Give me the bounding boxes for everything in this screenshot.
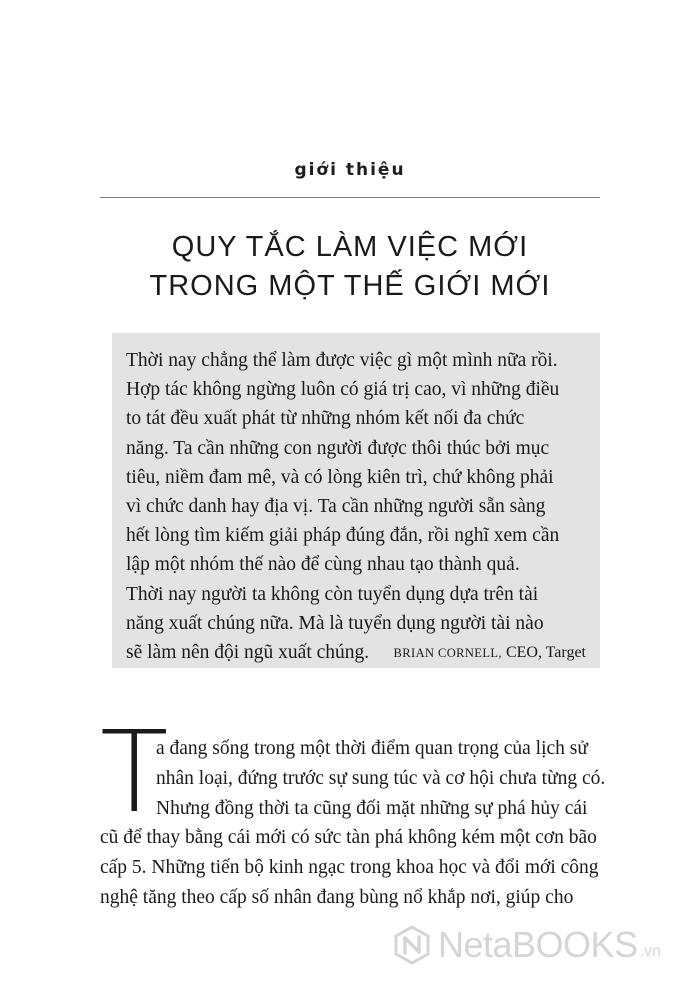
brand-logo-icon: [392, 925, 432, 965]
quote-line: Hợp tác không ngừng luôn có giá trị cao, vì những điều: [126, 379, 560, 401]
body-line: nhân loại, đứng trước sự sung túc và cơ hội chưa từng có.: [156, 767, 606, 789]
quote-line: hết lòng tìm kiếm giải pháp đúng đắn, rồi nghĩ xem cần: [126, 525, 560, 547]
quote-line: lập một nhóm thế nào để cùng nhau tạo thành quả.: [126, 554, 520, 576]
quote-line: năng. Ta cần những con người được thôi thúc bởi mục: [126, 437, 550, 459]
chapter-title-line: QUY TẮC LÀM VIỆC MỚI: [171, 231, 529, 263]
watermark-suffix: .vn: [639, 943, 661, 960]
quote-line: vì chức danh hay địa vị. Ta cần những người sẵn sàng: [126, 496, 546, 518]
body-line: nghệ tăng theo cấp số nhân đang bùng nổ khắp nơi, giúp cho: [100, 886, 574, 908]
chapter-title-line: TRONG MỘT THẾ GIỚI MỚI: [149, 270, 551, 302]
body-line: a đang sống trong một thời điểm quan trọng của lịch sử: [156, 738, 588, 759]
quote-author: BRIAN CORNELL,: [393, 646, 502, 660]
quote-attribution: [394, 644, 586, 662]
section-label: giới thiệu: [294, 160, 406, 180]
quote-line: Thời nay chẳng thể làm được việc gì một mình nữa rồi.: [126, 350, 558, 371]
drop-cap: T: [100, 708, 169, 838]
chapter-title: [100, 228, 600, 306]
watermark-brand: NetaBOOKS: [438, 924, 638, 965]
quote-line: tiêu, niềm đam mê, và có lòng kiên trì, chứ không phải: [126, 466, 554, 488]
quote-line: Thời nay người ta không còn tuyển dụng dựa trên tài: [126, 583, 539, 605]
watermark: [392, 924, 661, 966]
epigraph-quote: [126, 346, 596, 667]
body-line: cũ để thay bằng cái mới có sức tàn phá không kém một cơn bão: [100, 827, 597, 849]
quote-line: sẽ làm nên đội ngũ xuất chúng.: [126, 642, 370, 664]
header-rule: [100, 197, 600, 198]
body-line: cấp 5. Những tiến bộ kinh ngạc trong khoa học và đổi mới công: [100, 857, 599, 879]
quote-author-role: CEO, Target: [501, 644, 586, 661]
body-paragraph: [100, 734, 606, 913]
quote-line: năng xuất chúng nữa. Mà là tuyển dụng người tài nào: [126, 612, 544, 634]
quote-line: to tát đều xuất phát từ những nhóm kết nối đa chức: [126, 408, 525, 430]
body-line: Nhưng đồng thời ta cũng đối mặt những sự phá hủy cái: [156, 797, 588, 819]
